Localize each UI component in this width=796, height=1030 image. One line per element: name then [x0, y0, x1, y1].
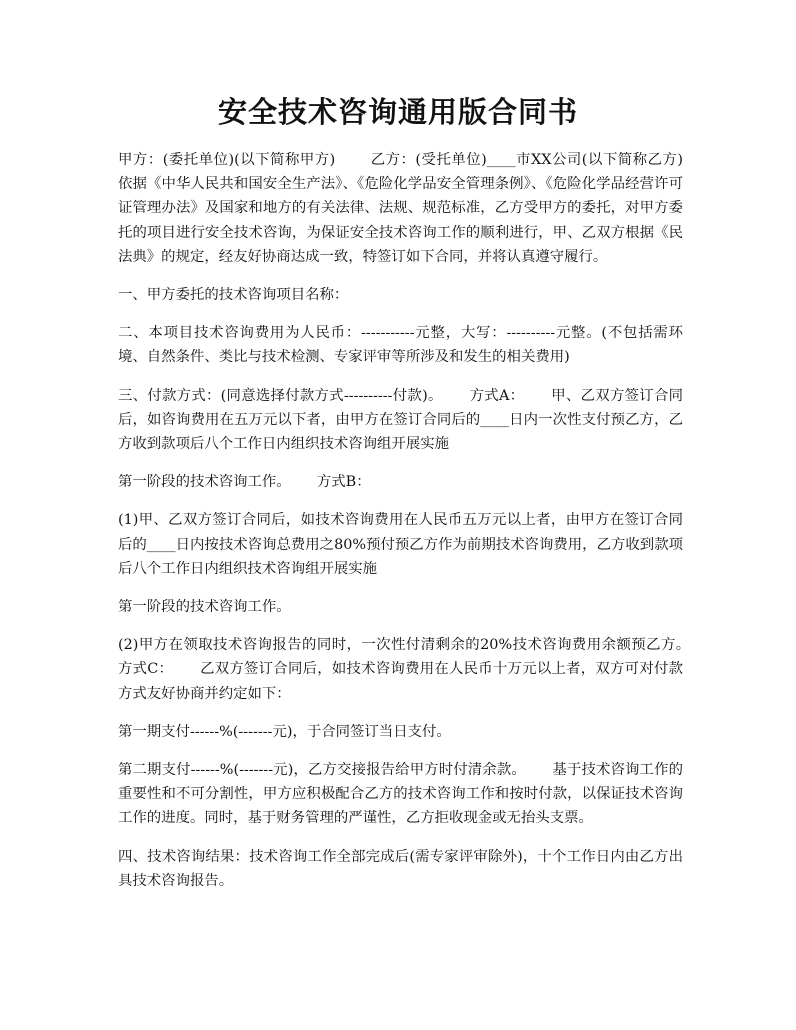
paragraph-method-b-2: (2)甲方在领取技术咨询报告的同时，一次性付清剩余的20%技术咨询费用余额预乙方。 方式C： 乙双方签订合同后，如技术咨询费用在人民币十万元以上者，双方可对付款方式友好协商并约定如下：: [118, 637, 717, 702]
paragraph-section-4: 四、技术咨询结果：技术咨询工作全部完成后(需专家评审除外)，十个工作日内由乙方出具技术咨询报告。: [118, 848, 683, 889]
paragraph-phase-1-payment: 第一期支付------%(-------元)，于合同签订当日支付。: [118, 723, 451, 740]
paragraph-section-1: 一、甲方委托的技术咨询项目名称：: [118, 287, 349, 304]
paragraph-section-3: 三、付款方式：(同意选择付款方式----------付款)。 方式A： 甲、乙双方签订合同后，如咨询费用在五万元以下者，由甲方在签订合同后的____日内一次性支付预乙方，乙方收到款项后八个工作日内组织技术咨询组开展实施: [118, 387, 683, 453]
document-body: [118, 148, 717, 907]
paragraph-section-2: 二、本项目技术咨询费用为人民币：-----------元整，大写：----------元整。(不包括需环境、自然条件、类比与技术检测、专家评审等所涉及和发生的相关费用): [118, 325, 683, 366]
paragraph-stage-1: 第一阶段的技术咨询工作。: [118, 599, 291, 616]
paragraph-parties: 甲方：(委托单位)(以下简称甲方) 乙方：(受托单位)____市XX公司(以下简称乙方) 依据《中华人民共和国安全生产法》、《危险化学品安全管理条例》、《危险化学品经营许可证管理办法》及国家和地方的有关法律、法规、规范标准，乙方受甲方的委托，对甲方委托的项目进行安全技术咨询，为保证安全技术咨询工作的顺利进行，甲、乙双方根据《民法典》的规定，经友好协商达成一致，特签订如下合同，并将认真遵守履行。: [118, 152, 717, 265]
document-title: 安全技术咨询通用版合同书: [217, 95, 578, 129]
paragraph-method-b-1: (1)甲、乙双方签订合同后，如技术咨询费用在人民币五万元以上者，由甲方在签订合同后的____日内按技术咨询总费用之80%预付预乙方作为前期技术咨询费用，乙方收到款项后八个工作日内组织技术咨询组开展实施: [118, 512, 683, 577]
paragraph-phase-2-payment: 第二期支付------%(-------元)，乙方交接报告给甲方时付清余款。 基于技术咨询工作的重要性和不可分割性，甲方应积极配合乙方的技术咨询工作和按时付款，以保证技术咨询工作的进度。同时，基于财务管理的严谨性，乙方拒收现金或无抬头支票。: [118, 762, 683, 827]
paragraph-stage-1-method-b: 第一阶段的技术咨询工作。 方式B：: [118, 474, 371, 491]
